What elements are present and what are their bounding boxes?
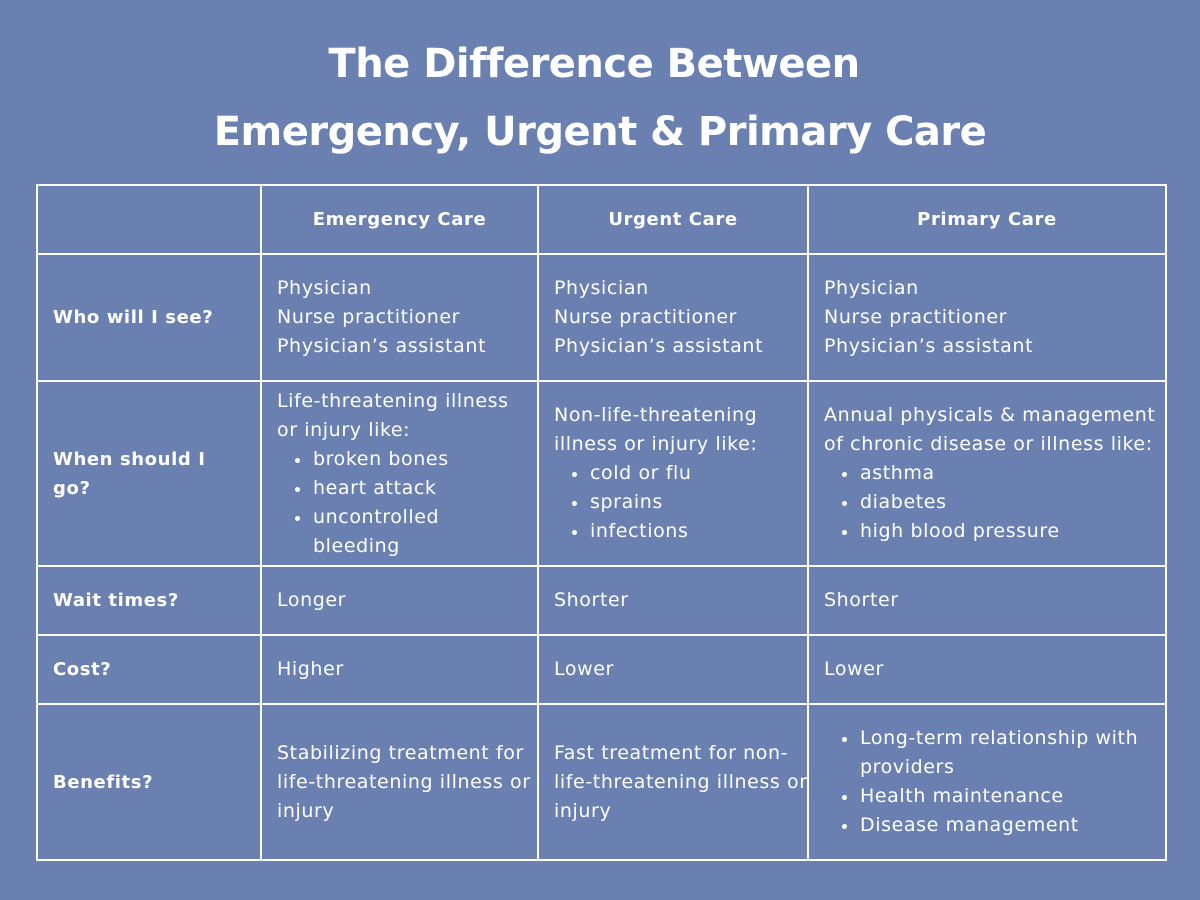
cell-benefits-urgent — [538, 704, 808, 860]
table-row-wait — [37, 566, 1166, 635]
bullet-list — [824, 459, 1150, 546]
row-label-wait: Wait times? — [37, 566, 261, 635]
cell-text-line: injury — [554, 799, 612, 822]
cell-when-emergency — [261, 381, 538, 566]
bullet-item: Health maintenance — [842, 782, 1150, 811]
list-item: Physician — [554, 277, 649, 299]
row-label-when: When should I go? — [37, 381, 261, 566]
list-item: Physician — [277, 277, 372, 299]
list-item: Physician’s assistant — [277, 335, 487, 357]
table-row-benefits — [37, 704, 1166, 860]
cell-when-primary — [808, 381, 1166, 566]
cell-benefits-primary — [808, 704, 1166, 860]
bullet-item: cold or flu — [572, 459, 792, 488]
cell-text-line: life-threatening illness or — [554, 770, 808, 793]
list-item: Nurse practitioner — [277, 306, 461, 328]
cell-text-line: life-threatening illness or — [277, 770, 531, 793]
row-label-cost: Cost? — [37, 635, 261, 704]
bullet-item: broken bones — [295, 445, 522, 474]
cell-intro-line: Annual physicals & management — [824, 404, 1156, 426]
list-item: Nurse practitioner — [554, 306, 738, 328]
cell-text-line: Fast treatment for non- — [554, 741, 789, 764]
column-header-emergency: Emergency Care — [261, 185, 538, 254]
cell-text-line: injury — [277, 799, 335, 822]
bullet-list — [554, 459, 792, 546]
bullet-list — [277, 445, 522, 561]
cell-who-urgent — [538, 254, 808, 381]
list-item: Physician — [824, 277, 919, 299]
cell-benefits-emergency — [261, 704, 538, 860]
cell-intro-line: of chronic disease or illness like: — [824, 433, 1153, 455]
bullet-item: diabetes — [842, 488, 1150, 517]
cell-text-line: Stabilizing treatment for — [277, 741, 524, 764]
bullet-list — [824, 724, 1150, 840]
row-label-who: Who will I see? — [37, 254, 261, 381]
cell-when-urgent — [538, 381, 808, 566]
column-header-urgent: Urgent Care — [538, 185, 808, 254]
cell-who-emergency — [261, 254, 538, 381]
bullet-item: high blood pressure — [842, 517, 1150, 546]
table-row-when — [37, 381, 1166, 566]
title-line-1: The Difference Between — [328, 41, 860, 87]
row-label-benefits: Benefits? — [37, 704, 261, 860]
bullet-item: Disease management — [842, 811, 1150, 840]
column-header-primary: Primary Care — [808, 185, 1166, 254]
cell-intro-line: illness or injury like: — [554, 433, 758, 455]
title-line-2: Emergency, Urgent & Primary Care — [213, 109, 987, 155]
list-item: Nurse practitioner — [824, 306, 1008, 328]
cell-cost-primary: Lower — [808, 635, 1166, 704]
bullet-item: Long-term relationship with providers — [842, 724, 1150, 782]
bullet-item: heart attack — [295, 474, 522, 503]
list-item: Physician’s assistant — [824, 335, 1034, 357]
cell-who-primary — [808, 254, 1166, 381]
bullet-item: sprains — [572, 488, 792, 517]
header-row — [37, 185, 1166, 254]
corner-cell — [37, 185, 261, 254]
table-row-cost — [37, 635, 1166, 704]
comparison-table — [36, 184, 1167, 861]
bullet-item: uncontrolled bleeding — [295, 503, 522, 561]
cell-intro-line: Non-life-threatening — [554, 404, 758, 426]
cell-cost-emergency: Higher — [261, 635, 538, 704]
cell-intro-line: Life-threatening illness — [277, 389, 509, 412]
cell-wait-primary: Shorter — [808, 566, 1166, 635]
cell-wait-urgent: Shorter — [538, 566, 808, 635]
cell-cost-urgent: Lower — [538, 635, 808, 704]
cell-intro-line: or injury like: — [277, 418, 411, 441]
bullet-item: asthma — [842, 459, 1150, 488]
bullet-item: infections — [572, 517, 792, 546]
list-item: Physician’s assistant — [554, 335, 764, 357]
table-row-who — [37, 254, 1166, 381]
cell-wait-emergency: Longer — [261, 566, 538, 635]
